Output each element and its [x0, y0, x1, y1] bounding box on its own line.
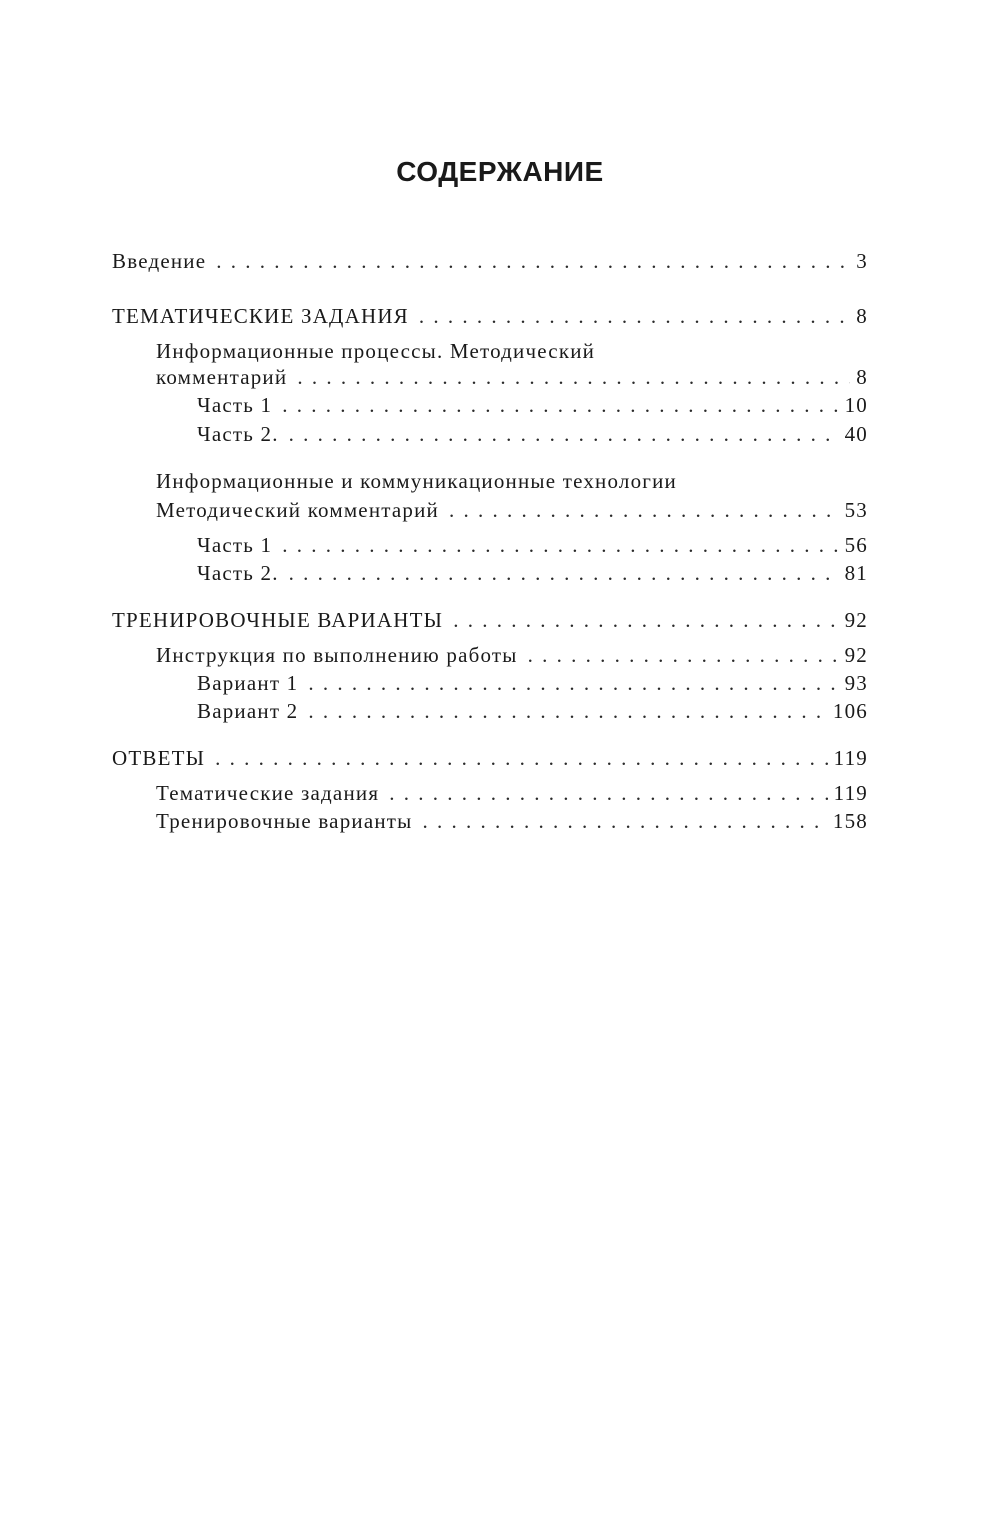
toc-entry-ans-training[interactable]	[156, 807, 868, 835]
dot-leader	[282, 531, 838, 559]
toc-entry-ict-part1[interactable]	[197, 531, 868, 559]
dot-leader	[389, 779, 827, 807]
toc-entry-thematic[interactable]	[112, 302, 868, 330]
toc-entry-ict[interactable]	[156, 496, 868, 524]
toc-entry-label: Тематические задания	[156, 781, 380, 805]
toc-entry-label: Часть 1	[197, 533, 273, 557]
dot-leader	[297, 363, 850, 391]
toc-entry-label: Часть 2.	[197, 561, 279, 585]
toc-entry-info-processes-line1: Информационные процессы. Методический	[156, 339, 596, 363]
toc-page-number: 119	[833, 781, 868, 805]
toc-entry-label: комментарий	[156, 365, 288, 389]
toc-entry-ans-thematic[interactable]	[156, 779, 868, 807]
dot-leader	[215, 744, 828, 772]
toc-page-number: 92	[844, 608, 868, 632]
dot-leader	[528, 641, 839, 669]
toc-entry-intro[interactable]	[112, 247, 868, 275]
toc-page-number: 119	[833, 746, 868, 770]
toc-entry-label: Часть 2.	[197, 422, 279, 446]
toc-entry-label: Введение	[112, 249, 207, 273]
toc-entry-label: Инструкция по выполнению работы	[156, 643, 518, 667]
toc-entry-label: ТЕМАТИЧЕСКИЕ ЗАДАНИЯ	[112, 304, 409, 328]
toc-page-number: 40	[844, 422, 868, 446]
dot-leader	[282, 391, 838, 419]
toc-entry-ip-part2[interactable]	[197, 420, 868, 448]
toc-entry-label: ТРЕНИРОВОЧНЫЕ ВАРИАНТЫ	[112, 608, 444, 632]
toc-entry-ict-line1: Информационные и коммуникационные технологии	[156, 469, 677, 493]
dot-leader	[216, 247, 850, 275]
dot-leader	[308, 669, 838, 697]
toc-page-number: 3	[856, 249, 868, 273]
toc-entry-ict-part2[interactable]	[197, 559, 868, 587]
dot-leader	[453, 606, 838, 634]
toc-entry-label: Вариант 2	[197, 699, 299, 723]
toc-entry-ip-part1[interactable]	[197, 391, 868, 419]
dot-leader	[289, 420, 839, 448]
toc-entry-label: Методический комментарий	[156, 498, 439, 522]
toc-entry-variant2[interactable]	[197, 697, 868, 725]
toc-page-number: 8	[856, 304, 868, 328]
dot-leader	[308, 697, 827, 725]
toc-page-number: 92	[844, 643, 868, 667]
dot-leader	[289, 559, 839, 587]
dot-leader	[422, 807, 826, 835]
toc-page-number: 53	[844, 498, 868, 522]
toc-entry-instructions[interactable]	[156, 641, 868, 669]
toc-page-number: 10	[844, 393, 868, 417]
toc-entry-label: Часть 1	[197, 393, 273, 417]
page-title: СОДЕРЖАНИЕ	[396, 156, 604, 187]
toc-entry-label: Тренировочные варианты	[156, 809, 413, 833]
toc-entry-label: Вариант 1	[197, 671, 299, 695]
toc-page-number: 8	[856, 365, 868, 389]
toc-entry-variant1[interactable]	[197, 669, 868, 697]
toc-entry-info-processes[interactable]	[156, 363, 868, 391]
toc-page-number: 56	[844, 533, 868, 557]
toc-page-number: 158	[832, 809, 868, 833]
dot-leader	[419, 302, 850, 330]
toc-entry-label: ОТВЕТЫ	[112, 746, 206, 770]
toc-page-number: 106	[832, 699, 868, 723]
toc-entry-training[interactable]	[112, 606, 868, 634]
toc-page-number: 81	[844, 561, 868, 585]
dot-leader	[449, 496, 839, 524]
toc-page-number: 93	[844, 671, 868, 695]
toc-entry-answers[interactable]	[112, 744, 868, 772]
